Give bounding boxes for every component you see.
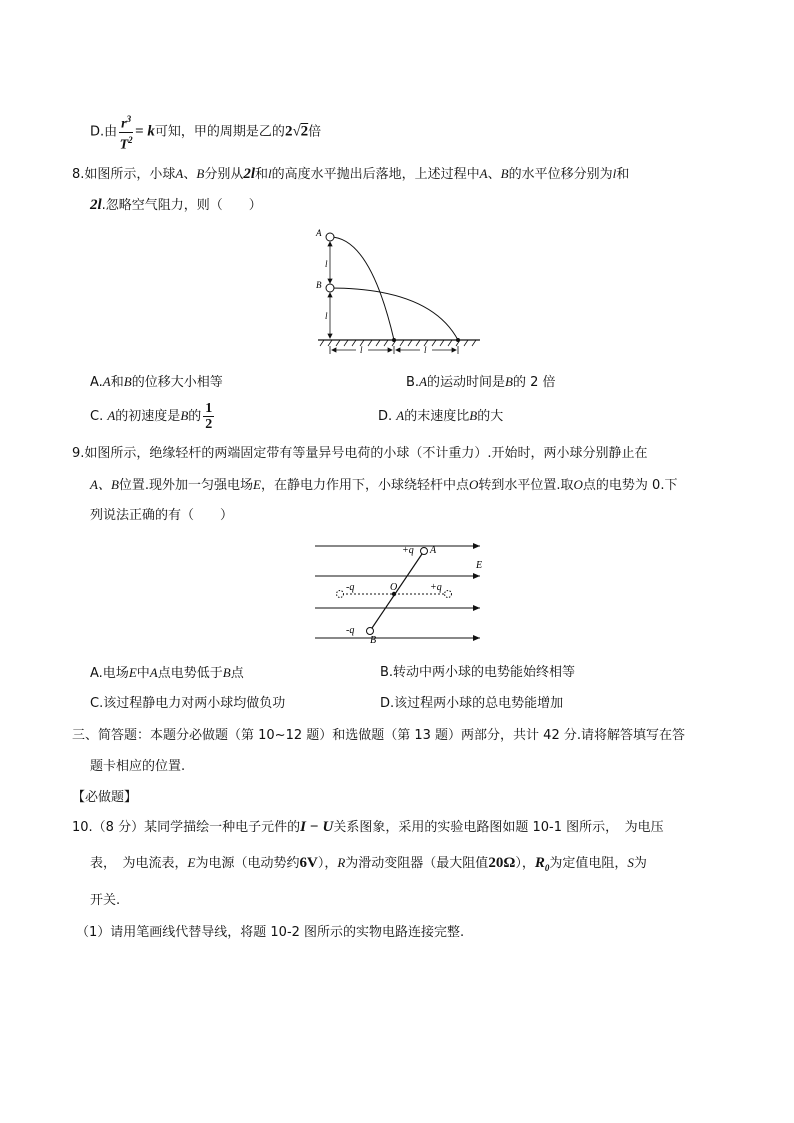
landing-b [456,338,460,342]
label-l-horizontal-1: l [360,345,363,355]
q10-subquestion-1: （1）请用笔画线代替导线，将题 10-2 图所示的实物电路连接完整. [76,925,465,940]
section3-heading-line2: 题卡相应的位置. [90,759,186,774]
q10-stem-line2: 表， 为电流表，E为电源（电动势约6V），R为滑动变阻器（最大阻值20Ω），$R_0$为定值电阻，S为 [90,855,647,873]
q8-projectile-figure [310,222,490,358]
label-o: O [390,582,398,593]
q9-stem-line3: 列说法正确的有（ ） [90,508,234,523]
trajectory-b [330,288,458,340]
q10-stem-line1: 10.（8 分）某同学描绘一种电子元件的I − U关系图象，采用的实验电路图如题 10-1 图所示， 为电压 [72,819,664,835]
ball-right-dashed [445,591,452,598]
q9-option-a: A.电场E中A点电势低于B点 [90,665,244,681]
fraction-one-half: $\frac{1}{2}$ [205,401,213,432]
q9-option-d: D.该过程两小球的总电势能增加 [380,696,564,711]
label-l-vertical-1: l [325,259,328,269]
ball-a [326,233,334,241]
label-minus-q-left: -q [346,582,355,593]
ball-left-dashed [337,591,344,598]
q9-stem-line1: 9.如图所示，绝缘轻杆的两端固定带有等量异号电荷的小球（不计重力）.开始时，两小球分别静止在 [72,446,648,461]
q8-option-d: D. A的末速度比B的大 [378,408,504,424]
label-a: A [430,545,437,556]
q9-stem-line2: A、B位置.现外加一匀强电场E，在静电力作用下，小球绕轻杆中点O转到水平位置.取O点的电势为 0.下 [90,477,678,493]
q9-option-c: C.该过程静电力对两小球均做负功 [90,696,286,711]
r0-symbol: $R_0$ [534,855,550,873]
q8-option-c: C. A的初速度是B的 $\frac{1}{2}$ [90,401,213,432]
label-plus-q-a: +q [402,545,414,556]
two-root-two: 2√2 [284,123,309,140]
q7-option-d: D.由 $\frac{r^3}{T^2}$ = k可知，甲的周期是乙的2√2倍 [90,114,322,153]
q9-field-figure [310,536,500,644]
label-b: B [316,280,322,290]
label-a: A [316,228,322,238]
q10-stem-line3: 开关. [90,893,121,908]
ball-b [367,628,374,635]
section3-heading-line1: 三、简答题：本题分必做题（第 10~12 题）和选做题（第 13 题）两部分，共计 42 分.请将解答填写在答 [72,728,685,743]
label-b: B [370,635,377,644]
fraction-r3-t2: $\frac{r^3}{T^2}$ [119,114,133,153]
q8-option-a: A.A和B的位移大小相等 [90,374,223,390]
label-l-vertical-2: l [325,311,328,321]
landing-a [392,338,396,342]
ball-a [421,548,428,555]
q8-stem-line1: 8.如图所示，小球A、B分别从2l和l的高度水平抛出后落地，上述过程中A、B的水平位移分别为l和 [72,166,630,182]
label-plus-q-right: +q [430,582,442,593]
required-heading: 【必做题】 [72,790,138,805]
label-l-horizontal-2: l [424,345,427,355]
label-e: E [476,560,483,571]
q8-stem-line2: 2l.忽略空气阻力，则（ ） [90,197,262,213]
q9-option-b: B.转动中两小球的电势能始终相等 [380,665,576,680]
ball-b [326,284,334,292]
label-minus-q-b: -q [346,625,355,636]
q8-option-b: B.A的运动时间是B的 2 倍 [406,374,556,390]
